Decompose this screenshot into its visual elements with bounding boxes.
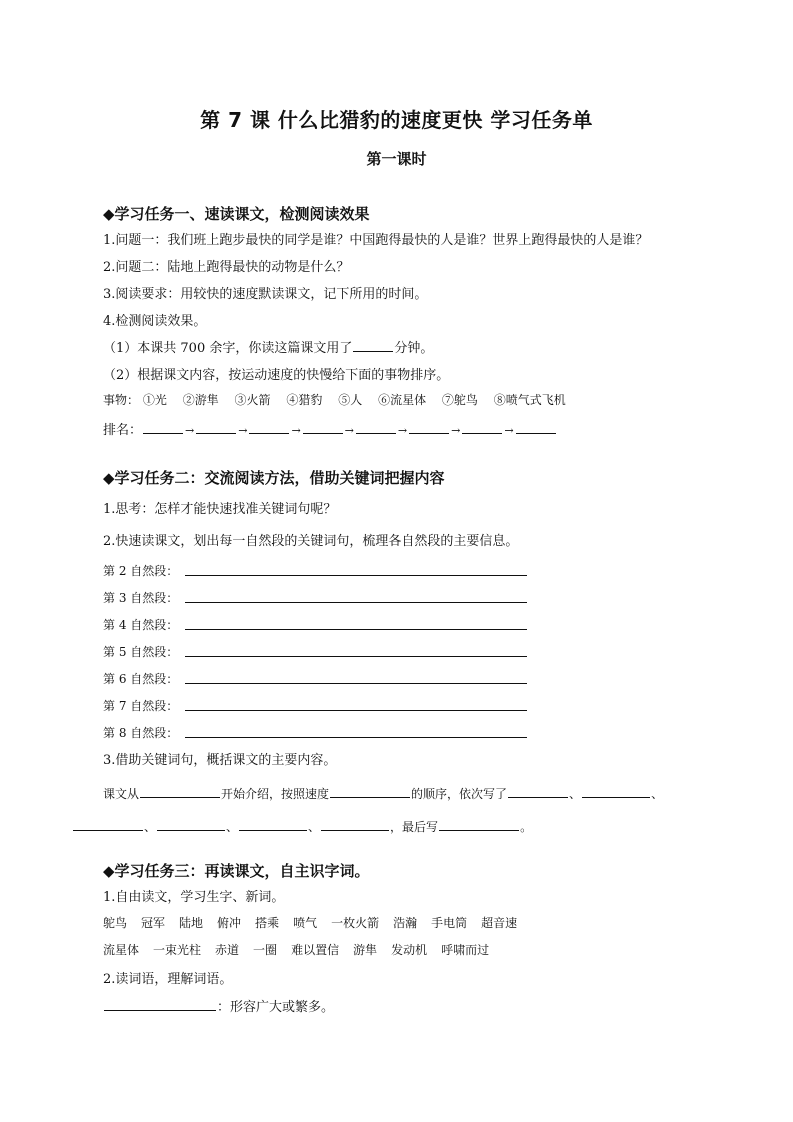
summary-separator: 、 bbox=[308, 820, 321, 834]
vocab-word: 一圈 bbox=[253, 943, 278, 957]
thing-item: ⑧喷气式飞机 bbox=[493, 393, 566, 407]
task3-heading: ◆学习任务三：再读课文，自主识字词。 bbox=[103, 862, 370, 880]
reading-time-blank[interactable] bbox=[353, 338, 393, 352]
ranking-blank[interactable] bbox=[356, 420, 396, 434]
definition-text: ：形容广大或繁多。 bbox=[217, 1000, 335, 1015]
things-row bbox=[103, 391, 578, 408]
paragraph-row: 第 2 自然段： bbox=[103, 564, 179, 578]
summary-separator: 、 bbox=[651, 787, 664, 801]
vocab-word: 一束光柱 bbox=[153, 943, 202, 957]
ranking-row bbox=[103, 419, 557, 438]
vocab-word: 浩瀚 bbox=[393, 916, 418, 930]
arrow-icon: → bbox=[185, 424, 195, 437]
thing-item: ⑤人 bbox=[338, 393, 363, 407]
ranking-blank[interactable] bbox=[462, 420, 502, 434]
thing-item: ⑥流星体 bbox=[378, 393, 427, 407]
summary-blank[interactable] bbox=[140, 784, 220, 798]
summary-blank[interactable] bbox=[157, 817, 225, 831]
definition-row bbox=[103, 996, 334, 1015]
vocab-word: 发动机 bbox=[391, 943, 428, 957]
thing-item: ②游隼 bbox=[182, 393, 219, 407]
arrow-icon: → bbox=[397, 424, 408, 437]
vocab-word: 难以置信 bbox=[291, 943, 340, 957]
definition-blank[interactable] bbox=[104, 997, 216, 1011]
paragraph-answer-line[interactable] bbox=[185, 602, 527, 603]
summary-separator: 、 bbox=[569, 787, 582, 801]
page-title: 第 7 课 什么比猎豹的速度更快 学习任务单 bbox=[200, 108, 593, 132]
paragraph-answer-line[interactable] bbox=[185, 656, 527, 657]
summary-blank[interactable] bbox=[439, 817, 519, 831]
paragraph-answer-line[interactable] bbox=[185, 737, 527, 738]
summary-blank[interactable] bbox=[508, 784, 568, 798]
thing-item: ④猎豹 bbox=[286, 393, 323, 407]
vocab-word: 一枚火箭 bbox=[331, 916, 380, 930]
summary-text: ，最后写 bbox=[390, 820, 439, 834]
task1-question-4a bbox=[103, 337, 433, 356]
task3-question-1: 1.自由读文，学习生字、新词。 bbox=[103, 890, 285, 905]
vocab-word: 赤道 bbox=[215, 943, 240, 957]
vocab-word: 呼啸而过 bbox=[441, 943, 490, 957]
summary-blank[interactable] bbox=[321, 817, 389, 831]
summary-blank[interactable] bbox=[73, 817, 143, 831]
paragraph-row: 第 7 自然段： bbox=[103, 699, 179, 713]
things-label: 事物： bbox=[103, 393, 140, 407]
summary-text: 的顺序，依次写了 bbox=[411, 787, 508, 801]
words-row-1 bbox=[103, 914, 531, 931]
summary-text: 课文从 bbox=[103, 787, 140, 801]
task1-heading: ◆学习任务一、速读课文，检测阅读效果 bbox=[103, 205, 370, 223]
task1-question-4: 4.检测阅读效果。 bbox=[103, 314, 207, 329]
ranking-blank[interactable] bbox=[516, 420, 556, 434]
ranking-blank[interactable] bbox=[303, 420, 343, 434]
thing-item: ⑦鸵鸟 bbox=[441, 393, 478, 407]
page-subtitle: 第一课时 bbox=[366, 150, 427, 168]
task1-q4a-text-after: 分钟。 bbox=[394, 341, 434, 356]
task1-question-1: 1.问题一：我们班上跑步最快的同学是谁？中国跑得最快的人是谁？世界上跑得最快的人是谁？ bbox=[103, 233, 649, 248]
vocab-word: 流星体 bbox=[103, 943, 140, 957]
vocab-word: 喷气 bbox=[293, 916, 318, 930]
ranking-blank[interactable] bbox=[196, 420, 236, 434]
arrow-icon: → bbox=[291, 424, 301, 437]
paragraph-row: 第 8 自然段： bbox=[103, 726, 179, 740]
paragraph-answer-line[interactable] bbox=[185, 575, 527, 576]
summary-separator: 、 bbox=[226, 820, 239, 834]
vocab-word: 陆地 bbox=[179, 916, 204, 930]
task2-question-2: 2.快速读课文，划出每一自然段的关键词句，梳理各自然段的主要信息。 bbox=[103, 534, 519, 549]
vocab-word: 超音速 bbox=[481, 916, 518, 930]
paragraph-answer-line[interactable] bbox=[185, 710, 527, 711]
vocab-word: 手电筒 bbox=[431, 916, 468, 930]
arrow-icon: → bbox=[451, 424, 461, 437]
summary-text: 开始介绍，按照速度 bbox=[221, 787, 330, 801]
task1-question-4b: （2）根据课文内容，按运动速度的快慢给下面的事物排序。 bbox=[103, 368, 450, 383]
paragraph-row: 第 4 自然段： bbox=[103, 618, 179, 632]
summary-blank[interactable] bbox=[239, 817, 307, 831]
paragraph-row: 第 6 自然段： bbox=[103, 672, 179, 686]
vocab-word: 游隼 bbox=[353, 943, 378, 957]
vocab-word: 搭乘 bbox=[255, 916, 280, 930]
words-row-2 bbox=[103, 941, 503, 958]
task1-question-3: 3.阅读要求：用较快的速度默读课文，记下所用的时间。 bbox=[103, 287, 428, 302]
ranking-blank[interactable] bbox=[143, 420, 183, 434]
paragraph-answer-line[interactable] bbox=[185, 683, 527, 684]
vocab-word: 俯冲 bbox=[217, 916, 242, 930]
task3-question-2: 2.读词语，理解词语。 bbox=[103, 972, 233, 987]
task1-q4a-text-before: （1）本课共 700 余字，你读这篇课文用了 bbox=[103, 341, 353, 356]
summary-blank[interactable] bbox=[582, 784, 650, 798]
summary-blank[interactable] bbox=[330, 784, 410, 798]
vocab-word: 鸵鸟 bbox=[103, 916, 128, 930]
thing-item: ③火箭 bbox=[234, 393, 271, 407]
summary-separator: 、 bbox=[144, 820, 157, 834]
arrow-icon: → bbox=[344, 424, 354, 437]
task1-question-2: 2.问题二：陆地上跑得最快的动物是什么？ bbox=[103, 260, 350, 275]
paragraph-row: 第 3 自然段： bbox=[103, 591, 179, 605]
task2-heading: ◆学习任务二：交流阅读方法，借助关键词把握内容 bbox=[103, 469, 445, 487]
paragraph-answer-line[interactable] bbox=[185, 629, 527, 630]
arrow-icon: → bbox=[504, 424, 514, 437]
task2-question-1: 1.思考：怎样才能快速找准关键词句呢？ bbox=[103, 502, 337, 517]
ranking-blank[interactable] bbox=[409, 420, 449, 434]
summary-text: 。 bbox=[520, 820, 533, 834]
vocab-word: 冠军 bbox=[141, 916, 166, 930]
thing-item: ①光 bbox=[142, 393, 167, 407]
task2-question-3: 3.借助关键词句，概括课文的主要内容。 bbox=[103, 753, 337, 768]
summary-line-1 bbox=[103, 784, 663, 802]
paragraph-row: 第 5 自然段： bbox=[103, 645, 179, 659]
summary-line-2 bbox=[72, 817, 532, 835]
ranking-blank[interactable] bbox=[249, 420, 289, 434]
arrow-icon: → bbox=[238, 424, 248, 437]
ranking-label: 排名： bbox=[103, 423, 143, 438]
